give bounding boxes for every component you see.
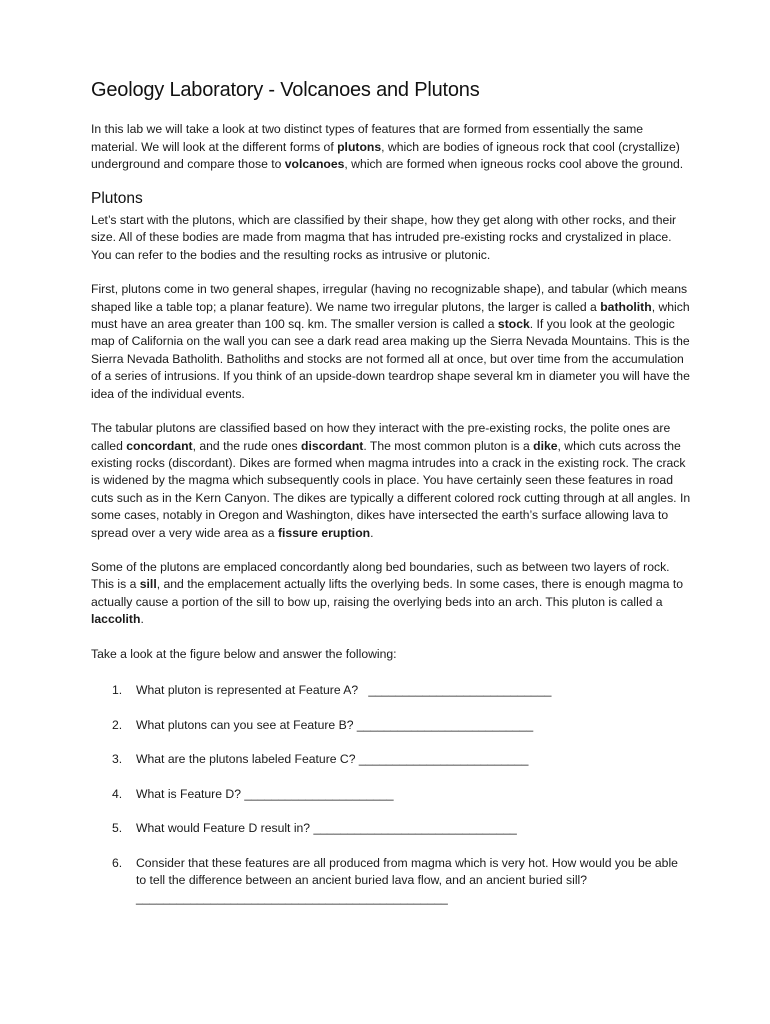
question-text: What would Feature D result in? bbox=[136, 821, 311, 836]
answer-blank[interactable]: __________________________ bbox=[353, 717, 534, 732]
question-item bbox=[91, 820, 691, 837]
term-sill: sill bbox=[139, 577, 157, 592]
question-item bbox=[91, 751, 691, 768]
question-number: 6. bbox=[112, 855, 123, 870]
paragraph-text: , which cuts across the existing rocks (discordant). Dikes are formed when magma intrudes into a crack in the existing rock. The crack is widened by the magma which subsequently cools in place. You have certainly seen these features in road cuts such as in the Kern Canyon. The dikes are typically a different colored rock cutting through at all angles. In some cases, notably in Oregon and Washington, dikes have intersected the earth’s surface allowing lava to spread over a very wide area as a bbox=[91, 438, 691, 540]
term-concordant: concordant bbox=[126, 438, 193, 453]
question-item bbox=[91, 855, 691, 907]
question-text: What is Feature D? bbox=[136, 786, 241, 801]
term-volcanoes: volcanoes bbox=[284, 157, 345, 172]
term-discordant: discordant bbox=[301, 438, 364, 453]
question-number: 2. bbox=[112, 717, 123, 732]
paragraph-tabular bbox=[91, 420, 691, 542]
question-text: Consider that these features are all produced from magma which is very hot. How would you be able to tell the difference between an ancient buried lava flow, and an ancient buried sill? bbox=[136, 855, 678, 888]
paragraph-text: . If you look at the geologic map of California on the wall you can see a dark read area making up the Sierra Nevada Mountains. This is the Sierra Nevada Batholith. Batholiths and stocks are not formed all at once, but over time from the accumulation of a series of intrusions. If you think of an upside-down teardrop shape several km in diameter you will have the idea of the individual events. bbox=[91, 317, 690, 401]
paragraph-text: , which must have an area greater than 100 sq. km. The smaller version is called a bbox=[91, 299, 690, 332]
term-plutons: plutons bbox=[337, 139, 382, 154]
question-text: What are the plutons labeled Feature C? bbox=[136, 752, 356, 767]
section-heading-plutons: Plutons bbox=[91, 189, 143, 207]
question-text: What plutons can you see at Feature B? bbox=[136, 717, 354, 732]
term-laccolith: laccolith bbox=[91, 612, 141, 627]
paragraph-text: , and the emplacement actually lifts the overlying beds. In some cases, there is enough magma to actually cause a portion of the sill to bow up, raising the overlying beds into an arch. This pluton is called a bbox=[91, 577, 684, 609]
paragraph-text: The tabular plutons are classified based on how they interact with the pre-existing rocks, the polite ones are called bbox=[91, 421, 671, 453]
answer-blank[interactable]: ______________________ bbox=[241, 786, 394, 801]
term-dike: dike bbox=[533, 438, 558, 453]
paragraph-shapes bbox=[91, 281, 691, 403]
answer-blank[interactable]: _________________________ bbox=[355, 752, 529, 767]
document-page bbox=[91, 79, 691, 924]
question-text: What pluton is represented at Feature A? bbox=[136, 682, 359, 697]
answer-blank[interactable]: ______________________________ bbox=[310, 821, 517, 836]
paragraph-text: . bbox=[140, 612, 144, 627]
paragraph-text: Some of the plutons are emplaced concordantly along bed boundaries, such as between two layers of rock. This is a bbox=[91, 559, 670, 592]
question-number: 3. bbox=[112, 752, 123, 767]
question-item bbox=[91, 786, 691, 803]
intro-text: , which are formed when igneous rocks cool above the ground. bbox=[344, 157, 684, 172]
paragraph-text: . bbox=[370, 525, 374, 540]
question-item bbox=[91, 682, 691, 699]
term-stock: stock bbox=[497, 317, 530, 332]
question-list bbox=[91, 682, 691, 907]
page-title: Geology Laboratory - Volcanoes and Plutons bbox=[91, 79, 480, 101]
paragraph-text: . The most common pluton is a bbox=[363, 438, 534, 453]
term-fissure-eruption: fissure eruption bbox=[277, 525, 371, 540]
term-batholith: batholith bbox=[600, 299, 652, 314]
question-number: 4. bbox=[112, 786, 123, 801]
paragraph-text: First, plutons come in two general shapes, irregular (having no recognizable shape), and tabular (which means shaped like a table top; a planar feature). We name two irregular plutons, the larger is called a bbox=[91, 282, 688, 314]
question-number: 5. bbox=[112, 821, 123, 836]
questions-lead: Take a look at the figure below and answer the following: bbox=[91, 646, 397, 661]
answer-blank[interactable]: ___________________________ bbox=[358, 682, 552, 697]
paragraph-text: , and the rude ones bbox=[192, 438, 302, 453]
paragraph-sills bbox=[91, 559, 691, 629]
paragraph-classification: Let’s start with the plutons, which are classified by their shape, how they get along with other rocks, and their size. All of these bodies are made from magma that has intruded pre-existing rocks and crystalized in place. You can refer to the bodies and the resulting rocks as intrusive or plutonic. bbox=[91, 213, 677, 262]
intro-paragraph bbox=[91, 121, 691, 173]
question-number: 1. bbox=[112, 682, 123, 697]
question-item bbox=[91, 717, 691, 734]
intro-text: , which are bodies of igneous rock that cool (crystallize) underground and compare those to bbox=[91, 139, 680, 172]
answer-blank[interactable]: ______________________________________________ bbox=[136, 890, 448, 905]
intro-text: In this lab we will take a look at two distinct types of features that are formed from essentially the same material. We will look at the different forms of bbox=[91, 122, 644, 154]
